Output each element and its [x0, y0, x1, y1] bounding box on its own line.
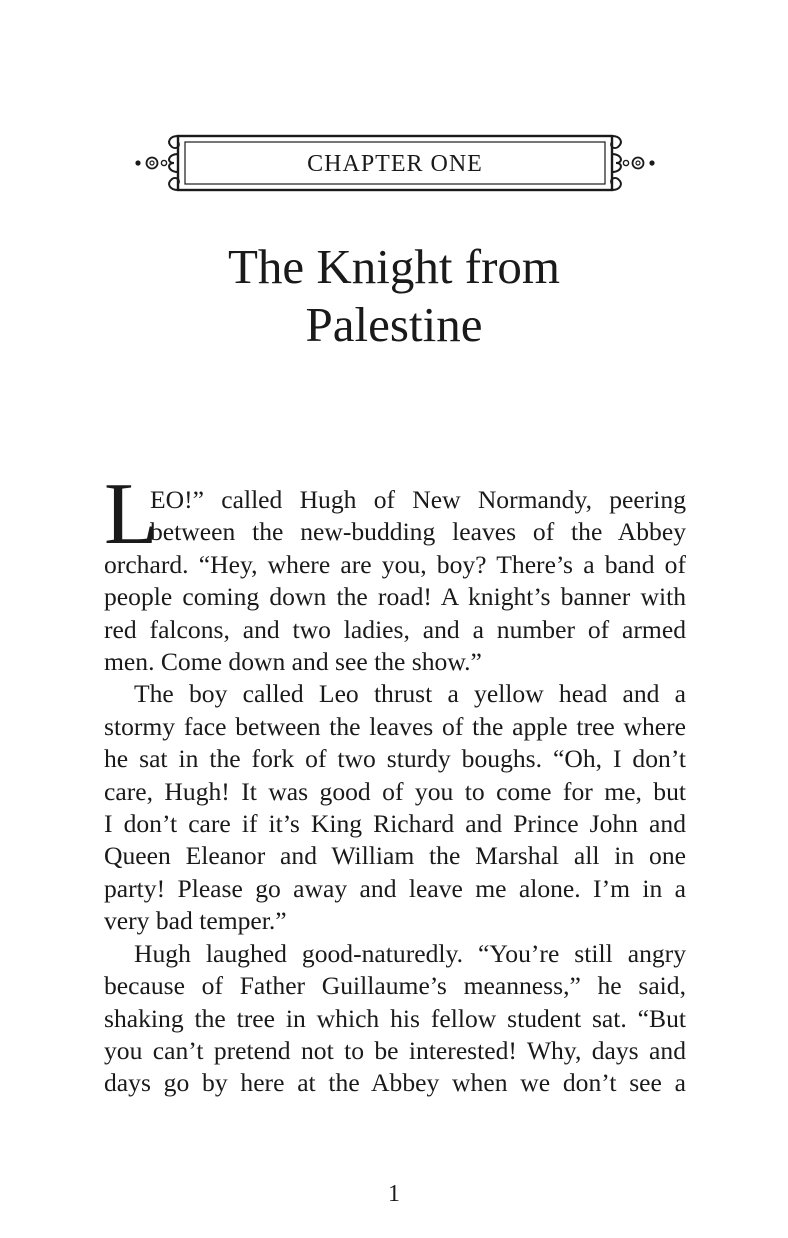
chapter-banner: [130, 128, 660, 198]
page-number: 1: [388, 1181, 400, 1207]
text-line: The boy called Leo thrust a yellow head and a: [134, 679, 686, 709]
paragraph: [104, 484, 686, 678]
text-line: shaking the tree in which his fellow student sat. “But: [104, 1003, 686, 1033]
text-line: EO!” called Hugh of New Normandy, peering: [150, 485, 686, 514]
text-line: between the new-budding leaves of the Abbey: [150, 517, 686, 547]
text-line: Queen Eleanor and William the Marshal all in one: [104, 841, 686, 871]
text-line: party! Please go away and leave me alone. I’m in a: [104, 873, 686, 903]
paragraph: [104, 678, 686, 937]
drop-cap: L: [104, 466, 158, 563]
text-line: very bad temper.”: [104, 906, 287, 936]
paragraph: [104, 938, 686, 1100]
body-text: [104, 484, 686, 1100]
text-line: days go by here at the Abbey when we don’t see a: [104, 1068, 686, 1098]
text-line: you can’t pretend not to be interested! Why, days and: [104, 1035, 686, 1065]
text-line: people coming down the road! A knight’s banner with: [104, 582, 686, 612]
text-line: he sat in the fork of two sturdy boughs. “Oh, I don’t: [104, 744, 686, 774]
text-line: men. Come down and see the show.”: [104, 647, 482, 677]
text-line: Hugh laughed good-naturedly. “You’re still angry: [134, 938, 686, 968]
text-line: stormy face between the leaves of the apple tree where: [104, 711, 686, 741]
text-line: orchard. “Hey, where are you, boy? There’s a band of: [104, 549, 686, 579]
chapter-title: [100, 238, 688, 354]
chapter-title-line: The Knight from: [227, 239, 561, 294]
chapter-label: CHAPTER ONE: [307, 151, 483, 177]
chapter-title-line: Palestine: [305, 297, 483, 352]
text-line: I don’t care if it’s King Richard and Prince John and: [104, 809, 686, 839]
text-line: red falcons, and two ladies, and a number of armed: [104, 614, 686, 644]
text-line: care, Hugh! It was good of you to come for me, but: [104, 776, 686, 806]
text-line: because of Father Guillaume’s meanness,” he said,: [104, 971, 686, 1001]
